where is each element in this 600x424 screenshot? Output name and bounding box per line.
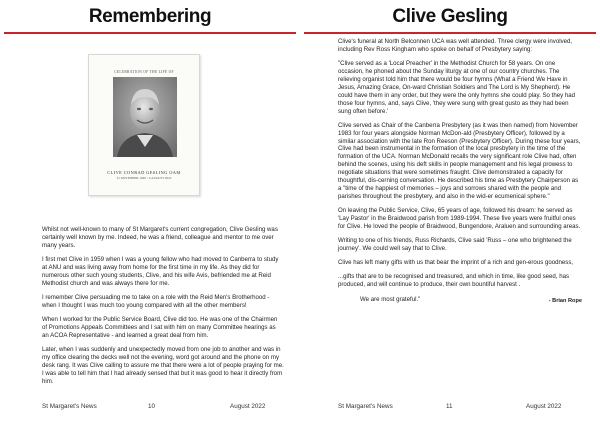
paragraph: ...gifts that are to be recognised and treasured, and which in time, like good seed, has produced, and will continue to produce, their own bountiful harvest . <box>338 273 570 289</box>
card-title: CELEBRATION OF THE LIFE OF <box>114 70 174 74</box>
article-body-right <box>338 38 582 312</box>
paragraph: I remember Clive persuading me to take on a role with the Reid Men's Brotherhood - when I thought I was much too young compared with all the other members! <box>42 293 270 309</box>
title-divider-right <box>304 32 596 34</box>
paragraph: I first met Clive in 1959 when I was a young fellow who had moved to Canberra to study at ANU and was living away from home for the first time in my life. As they did for numerous other such young students, Clive, and his wife Avis, befriended me at Reid Methodist church and was always there for me. <box>42 256 279 287</box>
portrait-illustration <box>113 77 177 157</box>
paragraph: On leaving the Public Service, Clive, 65 years of age, followed his dream: he served as 'Lay Pastor' in the Braidwood parish from 1989-1994. These five years were fruitful ones for Clive. He loved the people of Braidwood, Bungendore, Araluen and surrounding areas. <box>338 207 581 230</box>
paragraph: Clive has left many gifts with us that bear the imprint of a rich and gen-erous goodness, <box>338 259 574 267</box>
paragraph: Clive's funeral at North Belconnen UCA was well attended. Three clergy were involved, including Rev Ross Kingham who spoke on behalf of Presbytery saying: <box>338 38 573 53</box>
closing-line: We are most grateful." <box>360 295 421 303</box>
paragraph: When I worked for the Public Service Board, Clive did too. He was one of the Chairmen of Promotions Appeals Committees and I sat with him on many Committee hearings as an ACOA Representative - and learned a great deal from him. <box>42 316 278 339</box>
paragraph: Writing to one of his friends, Russ Richards, Clive said 'Russ – one who brightened the journey'. We could well say that to Clive. <box>338 237 572 253</box>
portrait-photo <box>113 77 177 157</box>
title-divider-left <box>4 32 296 34</box>
paragraph: "Clive served as a 'Local Preacher' in the Methodist Church for 58 years. On one occasion, he phoned about the Sunday liturgy at one of our country churches. The relieving organist told him that there would be four hymns (What a Friend We Have in Jesus, Amazing Grace, On-ward Christian Soldiers and The Lord is My Shepherd). He could have them in any order, but they were the only hymns she could play. So they had those four hymns, and, says Clive, 'they were sung with great gusto as they had been sung often before.' <box>338 60 576 115</box>
paragraph: Whilst not well-known to many of St Margaret's current congregation, Clive Gesling was certainly well known by me. Indeed, he was a friend, colleague and mentor to me over many years. <box>42 226 278 249</box>
footer-page-number: 11 <box>446 403 453 410</box>
paragraph: Later, when I was suddenly and unexpectedly moved from one job to another and was in my office clearing the decks well not the evening, word got around and the phone on my desk rang. It was Clive calling to assure me that there were a lot of people praying for me. I was able to tell him that I had already sensed that but it was good to hear it directly from him. <box>42 346 284 385</box>
paragraph: Clive served as Chair of the Canberra Presbytery (as it was then named) from November 1983 for four years alongside Norman McDon-ald (Presbytery Officer), followed by a similar association with the late Ron Reeson (Presbytery Officer). During these four years, Clive had been instrumental in the formation of the local presbytery in the time of the formation of the UCA. Norman McDonald recalls the very significant role Clive had, often behind the scenes, using his deft skills in people management and his legal prowess to negotiate situations that were sometimes fraught. Clive demonstrated a capacity for thoughtful, dis-cerning conversation. He described his time as Presbytery Chairperson as a "time of the happiest of memories – joys and sorrows shared with the people and parishes throughout the presbytery, and also in the wid-er ecumenical sphere." <box>338 121 581 200</box>
page-title-right: Clive Gesling <box>392 6 508 27</box>
funeral-order-card <box>88 54 200 196</box>
right-page <box>300 0 600 424</box>
footer-page-number: 10 <box>148 403 156 410</box>
card-dates: 21 NOVEMBER 1940 ~ 6 AUGUST 2022 <box>116 176 172 180</box>
article-body-left <box>42 226 284 392</box>
footer-date: August 2022 <box>526 403 562 410</box>
footer-date: August 2022 <box>230 403 266 410</box>
author-signature: - Brian Rope <box>548 297 582 304</box>
page-title-left: Remembering <box>88 6 212 27</box>
footer-publication: St Margaret's News <box>42 403 97 410</box>
card-name: CLIVE CONRAD GESLING OAM <box>107 170 181 175</box>
footer-publication: St Margaret's News <box>338 403 393 410</box>
